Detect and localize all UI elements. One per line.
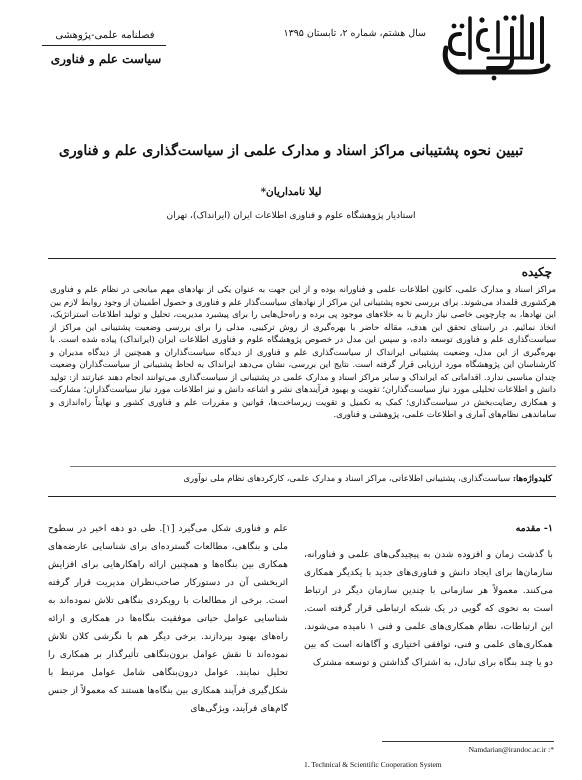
keywords-text: سیاست‌گذاری، پشتیبانی اطلاعاتی، مراکز اسناد و مدارک علمی، کارکردهای نظام ملی نوآوری: [183, 474, 511, 484]
abstract-heading: چکیده: [521, 265, 552, 279]
journal-name: سیاست علم و فناوری: [50, 52, 162, 66]
body-column-right: [304, 520, 553, 672]
issue-info: سال هشتم، شماره ۲، تابستان ۱۳۹۵: [283, 28, 426, 39]
footnote-email: Namdarian@irandoc.ac.ir :*: [468, 745, 554, 754]
header-divider: [42, 45, 166, 46]
footnote-divider: [382, 741, 554, 742]
body-column-left: [48, 520, 288, 718]
abstract-text: مراکز اسناد و مدارک علمی، کانون اطلاعات علمی و فناورانه بوده و از این جهت به عنوان یکی از نهادهای مهم میانجی در نظام علم و فناوری هرکشوری قلمداد می‌شوند. برای بررسی نحوه پشتیبانی این مراکز از نهادهای سیاست‌گذار علم و فناوری و حصول اطمینان از وجود روابط لازم بین این نهادها، به چارچوبی خاصی نیاز داریم تا به خلاءهای موجود پی برده و راه‌حل‌هایی را برای پیشبرد مدیریت، تحلیل و تولید اطلاعات استراتژیک، اتخاذ نمائیم. در راستای تحقق این هدف، مقاله حاضر با بهره‌گیری از روش ترکیبی، مدلی را برای بررسی وضعیت پشتیبانی این مراکز از سیاست‌گذاری علم و فناوری توسعه داده، و سپس این مدل در خصوص پژوهشگاه علوم و فناوری اطلاعات ایران (ایرانداک) پیاده شده است. با بهره‌گیری از این مدل، وضعیت پشتیبانی ایرانداک از سیاست‌گذاری علم و فناوری از دیدگاه سیاست‌گذاران و همچنین از دیدگاه مدیران و کارشناسان این پژوهشگاه مورد ارزیابی قرار گرفته است. نتایج این بررسی، نشان می‌دهد ایرانداک به لحاظ پشتیبانی از سیاست‌گذاران وضعیت چندان مناسبی ندارد. اقداماتی که ایرانداک و سایر مراکز اسناد و مدارک علمی در پشتیبانی از سیاست‌گذاری می‌توانند انجام دهند عبارتند از: تولید دانش و اطلاعات تحلیلی مورد نیاز سیاست‌گذاران؛ تقویت و بهبود فرآیندهای نشر و اشاعه دانش و نیز اطلاعات مورد نیاز سیاست‌گذاران؛ مشارکت و همکاری رضایت‌بخش در سیاست‌گذاری؛ کمک به تکمیل و تقویت زیرساخت‌ها، قوانین و مقررات علم و فناوری کشور و نهایتاً راه‌اندازی و ساماندهی نظام‌های آماری و اطلاعات علمی، پژوهشی و فناوری.: [50, 284, 556, 419]
journal-type: فصلنامه علمی-پژوهشی: [55, 30, 155, 41]
author-name: لیلا نامداریان*: [260, 186, 322, 198]
article-title: تبیین نحوه پشتیبانی مراکز اسناد و مدارک علمی از سیاست‌گذاری علم و فناوری: [58, 143, 524, 159]
footnote-cooperation: 1. Technical & Scientific Cooperation System: [304, 760, 442, 769]
keywords: [46, 474, 552, 484]
body-paragraph: با گذشت زمان و افزوده شدن به پیچیدگی‌های علمی و فناورانه، سازمان‌ها برای ایجاد دانش و فناوری‌های جدید با یکدیگر همکاری می‌کنند. معمولاً هر سازمانی با چندین سازمان دیگر در ارتباط است به نحوی که گویی در یک شبکه ارتباطی قرار گرفته است. این ارتباطات، نظام همکاری‌های علمی و فنی ۱ نامیده می‌شوند. همکاری‌های علمی و فنی، توافقی اختیاری و آگاهانه است که بین دو یا چند بنگاه برای تبادل، به اشتراک گذاشتن و توسعه مشترک: [304, 549, 553, 668]
keywords-label: کلیدواژه‌ها:: [512, 474, 552, 484]
keywords-divider: [70, 466, 556, 467]
journal-logo-icon: [430, 8, 560, 84]
section-heading: ۱- مقدمه: [515, 523, 553, 534]
author-affiliation: استادیار پژوهشگاه علوم و فناوری اطلاعات ایران (ایرانداک)، تهران: [166, 211, 416, 221]
body-paragraph: علم و فناوری شکل می‌گیرد [۱]. طی دو دهه اخیر در سطوح ملی و بنگاهی، مطالعات گسترده‌ای برای شناسایی عارضه‌های همکاری بین بنگاه‌ها و همچنین ارائه راهکارهایی برای افزایش اثربخشی آن در دستورکار صاحب‌نظران مدیریت قرار گرفته است. برخی از مطالعات با رویکردی بنگاهی تلاش نموده‌اند به شناسایی عوامل حیاتی موفقیت بنگاه‌ها در همکاری و ارائه راه‌های بهبود بپردازند. برخی دیگر هم با نگرشی کلان تلاش نموده‌اند تا نقش عوامل برون‌بنگاهی تأثیرگذار بر همکاری را تحلیل نمایند. عوامل درون‌بنگاهی شامل عوامل مرتبط با شکل‌گیری فرآیند همکاری بین بنگاه‌ها هستند که معمولاً از جنس گام‌های فرآیند، ویژگی‌های: [48, 523, 289, 714]
